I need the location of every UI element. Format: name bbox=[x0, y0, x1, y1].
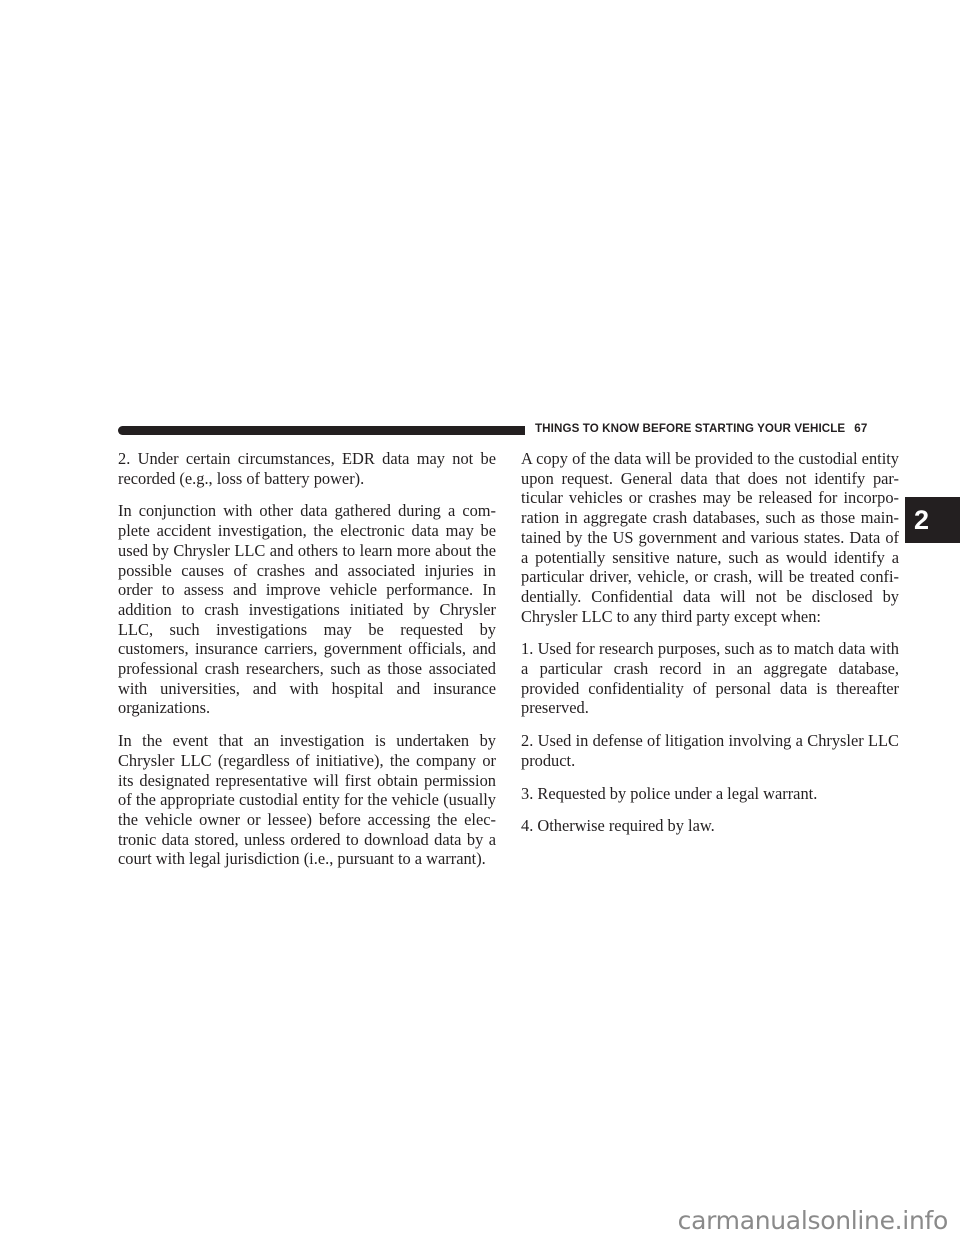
list-item-litigation: 2. Used in defense of litigation involving a Chrysler LLC product. bbox=[521, 731, 899, 770]
header-title-line bbox=[535, 422, 867, 435]
section-tab: 2 bbox=[905, 497, 960, 543]
chapter-title: THINGS TO KNOW BEFORE STARTING YOUR VEHICLE bbox=[535, 422, 846, 435]
list-item-research: 1. Used for research purposes, such as to match data with a particular crash record in an aggregate database, provided confidentiality of personal data is thereafter preserved. bbox=[521, 639, 899, 718]
left-column bbox=[118, 449, 496, 882]
paragraph-custodial-permission: In the event that an investigation is undertaken by Chrysler LLC (regardless of initiative), the company or its designated representative will first obtain permission of the appropriate custodial entity for the vehicle (usually the vehicle owner or lessee) before accessing the elec- tronic data stored, unless ordered to download data by a court with legal jurisdiction (i.e., pursuant to a warrant). bbox=[118, 731, 496, 869]
list-item-police-warrant: 3. Requested by police under a legal warrant. bbox=[521, 783, 818, 803]
paragraph-data-copy: A copy of the data will be provided to the custodial entity upon request. General data that does not identify par- ticular vehicles or crashes may be released for incorpo- ration in aggregate crash databases, such as those main- tained by the US government and various states. Data of a potentially sensitive nature, such as would identify a particular driver, vehicle, or crash, will be treated confi- dentially. Confidential data will not be disclosed by Chrysler LLC to any third party except when: bbox=[521, 449, 899, 626]
watermark: carmanualsonline.info bbox=[677, 1206, 948, 1235]
header-rule-bar bbox=[118, 426, 525, 435]
page-number: 67 bbox=[854, 422, 868, 435]
list-item-required-by-law: 4. Otherwise required by law. bbox=[521, 816, 715, 836]
running-header bbox=[118, 423, 913, 437]
right-column bbox=[521, 449, 899, 849]
paragraph-accident-investigation: In conjunction with other data gathered during a com- plete accident investigation, the electronic data may be used by Chrysler LLC and others to learn more about the possible causes of crashes and associated injuries in order to assess and improve vehicle performance. In addition to crash investigations initiated by Chrysler LLC, such investigations may be requested by customers, insurance carriers, government officials, and professional crash researchers, such as those associated with universities, and with hospital and insurance organizations. bbox=[118, 501, 496, 718]
paragraph-edr-not-recorded: 2. Under certain circumstances, EDR data may not be recorded (e.g., loss of battery power). bbox=[118, 449, 496, 488]
